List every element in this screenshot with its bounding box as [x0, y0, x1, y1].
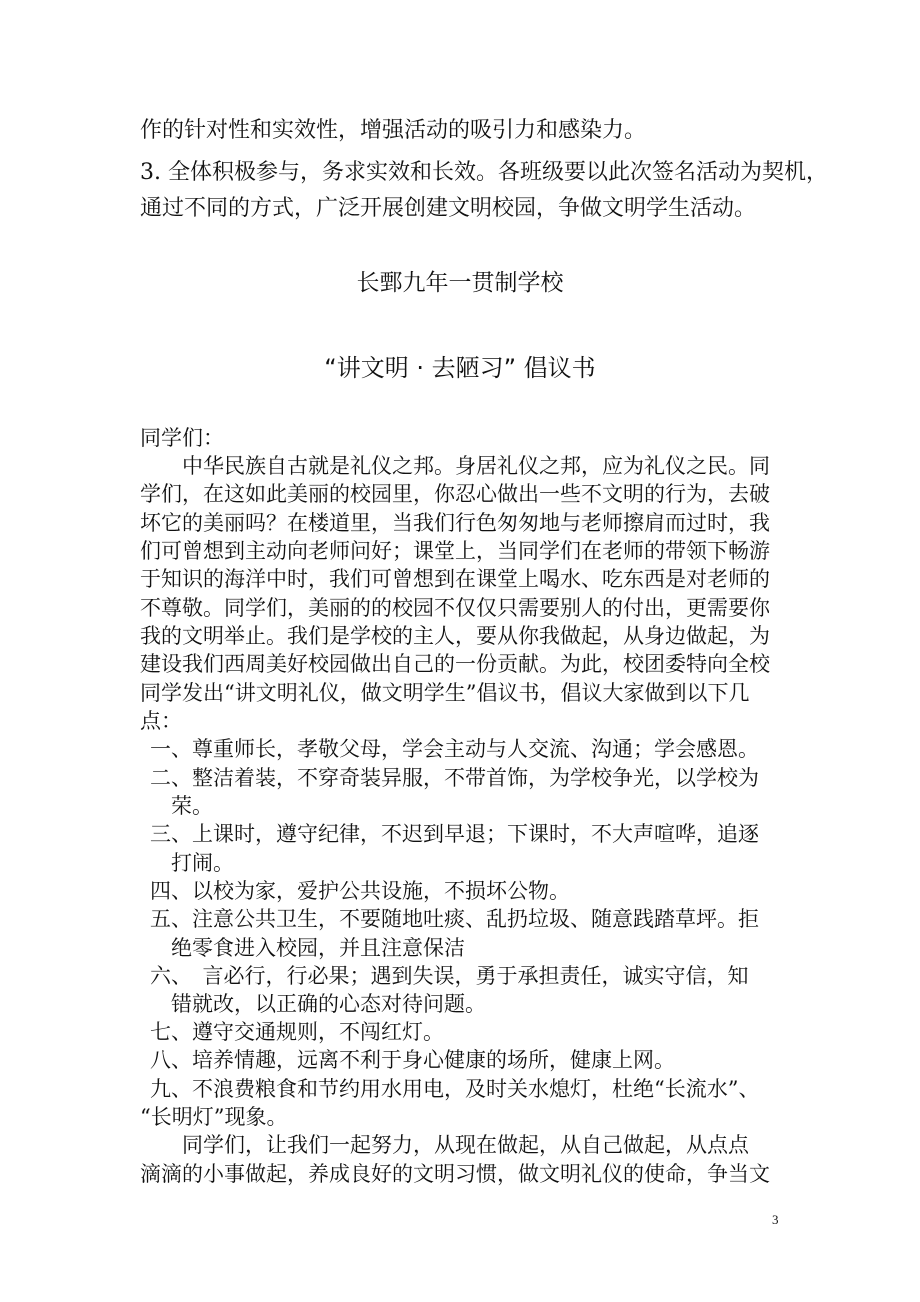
closing-line: 滴滴的小事做起，养成良好的文明习惯，做文明礼仪的使命，争当文	[140, 1162, 770, 1186]
list-item: 七、遵守交通规则，不闯红灯。	[150, 1020, 444, 1044]
list-item: 三、上课时，遵守纪律，不迟到早退；下课时，不大声喧哗，追逐	[150, 822, 759, 846]
list-item: 一、尊重师长，孝敬父母，学会主动与人交流、沟通；学会感恩。	[150, 737, 759, 761]
list-item: 六、 言必行，行必果；遇到失误，勇于承担责任，诚实守信，知	[150, 964, 749, 988]
list-item: 绝零食进入校园，并且注意保洁	[150, 936, 465, 960]
list-item: 错就改，以正确的心态对待问题。	[150, 992, 486, 1016]
carryover-line-1: 作的针对性和实效性，增强活动的吸引力和感染力。	[140, 118, 647, 143]
paragraph-line: 学们，在这如此美丽的校园里，你忍心做出一些不文明的行为，去破	[140, 482, 770, 506]
carryover-line-2: 3. 全体积极参与，务求实效和长效。各班级要以此次签名活动为契机，	[140, 160, 828, 185]
list-item: 四、以校为家，爱护公共设施，不损坏公物。	[150, 879, 570, 903]
document-title: “讲文明 · 去陋习” 倡议书	[324, 354, 596, 382]
paragraph-line: 建设我们西周美好校园做出自己的一份贡献。为此，校团委特向全校	[140, 652, 770, 676]
carryover-line-3: 通过不同的方式，广泛开展创建文明校园，争做文明学生活动。	[140, 196, 757, 221]
list-item: 九、不浪费粮食和节约用水用电，及时关水熄灯，杜绝“长流水”、	[150, 1077, 760, 1101]
page-number: 3	[772, 1212, 779, 1227]
paragraph-line: 们可曾想到主动向老师问好；课堂上，当同学们在老师的带领下畅游	[140, 539, 770, 563]
list-item: 荣。	[150, 794, 213, 818]
list-item: 二、整洁着装，不穿奇装异服，不带首饰，为学校争光，以学校为	[150, 766, 759, 790]
list-item: 打闹。	[150, 851, 234, 875]
greeting: 同学们：	[140, 426, 224, 450]
list-item: “长明灯”现象。	[140, 1105, 288, 1129]
school-name: 长鄄九年一贯制学校	[356, 270, 564, 296]
paragraph-line: 中华民族自古就是礼仪之邦。身居礼仪之邦，应为礼仪之民。同	[140, 454, 770, 478]
paragraph-line: 点：	[140, 709, 182, 733]
paragraph-line: 同学发出“讲文明礼仪，做文明学生”倡议书，倡议大家做到以下几	[140, 681, 750, 705]
paragraph-line: 我的文明举止。我们是学校的主人，要从你我做起，从身边做起，为	[140, 624, 770, 648]
list-item: 五、注意公共卫生，不要随地吐痰、乱扔垃圾、随意践踏草坪。拒	[150, 907, 759, 931]
paragraph-line: 于知识的海洋中时，我们可曾想到在课堂上喝水、吃东西是对老师的	[140, 567, 770, 591]
closing-line: 同学们，让我们一起努力，从现在做起，从自己做起，从点点	[140, 1133, 749, 1157]
list-item: 八、培养情趣，远离不利于身心健康的场所，健康上网。	[150, 1048, 675, 1072]
paragraph-line: 坏它的美丽吗？在楼道里，当我们行色匆匆地与老师擦肩而过时，我	[140, 511, 770, 535]
paragraph-line: 不尊敬。同学们，美丽的的校园不仅仅只需要别人的付出，更需要你	[140, 596, 770, 620]
